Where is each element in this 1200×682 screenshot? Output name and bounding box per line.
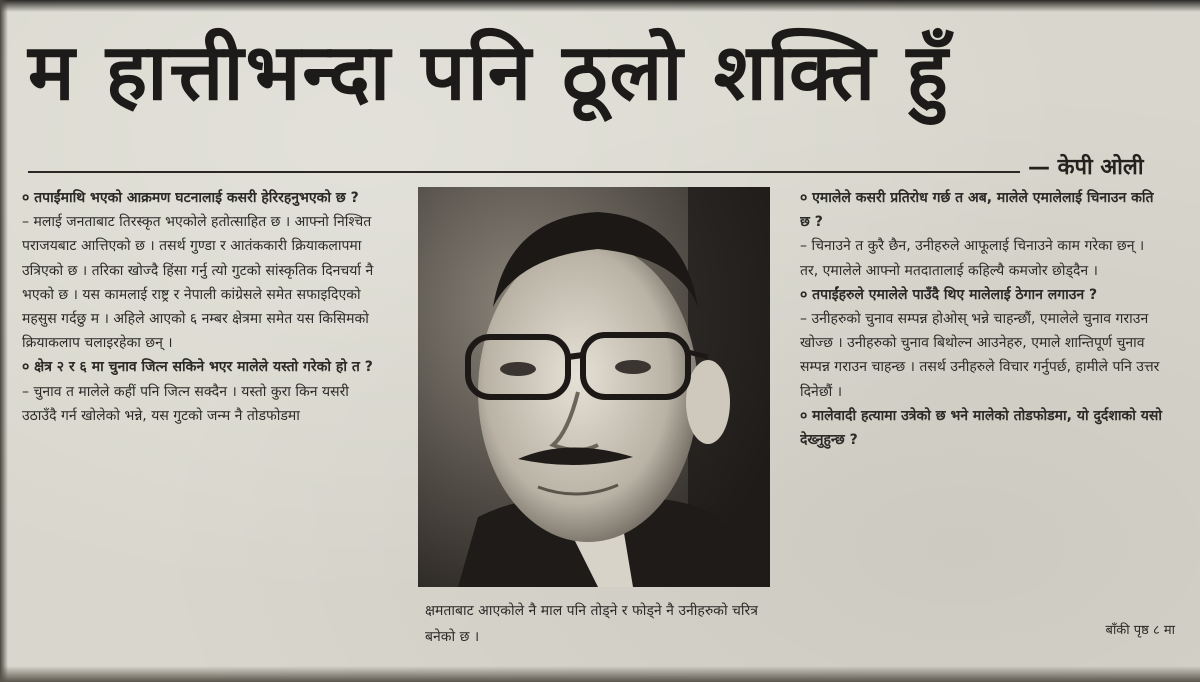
byline: — केपी ओली <box>1028 155 1144 180</box>
left-edge-shadow <box>0 0 8 682</box>
question-2: ० क्षेत्र २ र ६ मा चुनाव जित्न सकिने भएर मालेले यस्तो गरेको हो त ? <box>22 359 373 376</box>
question-5: ० मालेवादी हत्यामा उत्रेको छ भने मालेको तोडफोडमा, यो दुर्दशाको यसो देख्नुहुन्छ ? <box>800 407 1162 449</box>
bottom-edge-shadow <box>0 666 1200 682</box>
right-column-text <box>800 186 1165 646</box>
answer-1: – मलाई जनताबाट तिरस्कृत भएकोले हतोत्साहित छ । आफ्नो निश्चित पराजयबाट आत्तिएको छ । तसर्थ गुण्डा र आतंककारी क्रियाकलापमा उत्रिएको छ । तरिका खोज्दै हिंसा गर्नु त्यो गुटको सांस्कृतिक दिनचर्या नै भएको छ । यस कामलाई राष्ट्र र नेपाली कांग्रेसले समेत सफाइदिएको महसुस गर्दछु म । अहिले आएको ६ नम्बर क्षेत्रमा समेत यस किसिमको क्रियाकलाप चलाइरहेका छन् । <box>22 214 374 352</box>
byline-rule <box>28 171 1020 173</box>
answer-2: – चुनाव त मालेले कहीं पनि जित्न सक्दैन । यस्तो कुरा किन यसरी उठाउँदै गर्न खोलेको भन्ने, यस गुटको जन्म नै तोडफोडमा <box>22 383 349 424</box>
question-3: ० एमालेले कसरी प्रतिरोध गर्छ त अब, मालेले एमालेलाई चिनाउन कति छ ? <box>800 190 1154 231</box>
answer-4: – उनीहरुको चुनाव सम्पन्न होओस् भन्ने चाहन्छौं, एमालेले चुनाव गराउन खोज्छ । उनीहरुको चुनाव बिथोल्न आउनेहरु, एमाले शान्तिपूर्ण चुनाव सम्पन्न गराउन चाहन्छ । तसर्थ उनीहरुले विचार गर्नुपर्छ, हामीले पनि उत्तर दिनेछौं । <box>800 311 1160 400</box>
portrait-photo-icon <box>418 187 770 587</box>
portrait-illustration <box>418 187 770 587</box>
left-column-text <box>22 186 380 656</box>
headline: म हात्तीभन्दा पनि ठूलो शक्ति हुँ <box>28 28 950 118</box>
question-4: ० तपाईंहरुले एमालेले पाउँदै थिए मालेलाई ठेगान लगाउन ? <box>800 286 1098 303</box>
question-1: ० तपाईंमाथि भएको आक्रमण घटनालाई कसरी हेरिरहनुभएको छ ? <box>22 190 359 206</box>
photo-caption: क्षमताबाट आएकोले नै माल पनि तोड्ने र फोड्ने नै उनीहरुको चरित्र बनेको छ । <box>425 603 758 645</box>
continued-note: बाँकी पृष्ठ ८ मा <box>1105 623 1175 638</box>
top-shadow <box>0 0 1200 12</box>
answer-3: – चिनाउने त कुरै छैन, उनीहरुले आफूलाई चिनाउने काम गरेका छन् । तर, एमालेले आफ्नो मतदातालाई कहिल्यै कमजोर छोड्दैन । <box>800 238 1145 279</box>
